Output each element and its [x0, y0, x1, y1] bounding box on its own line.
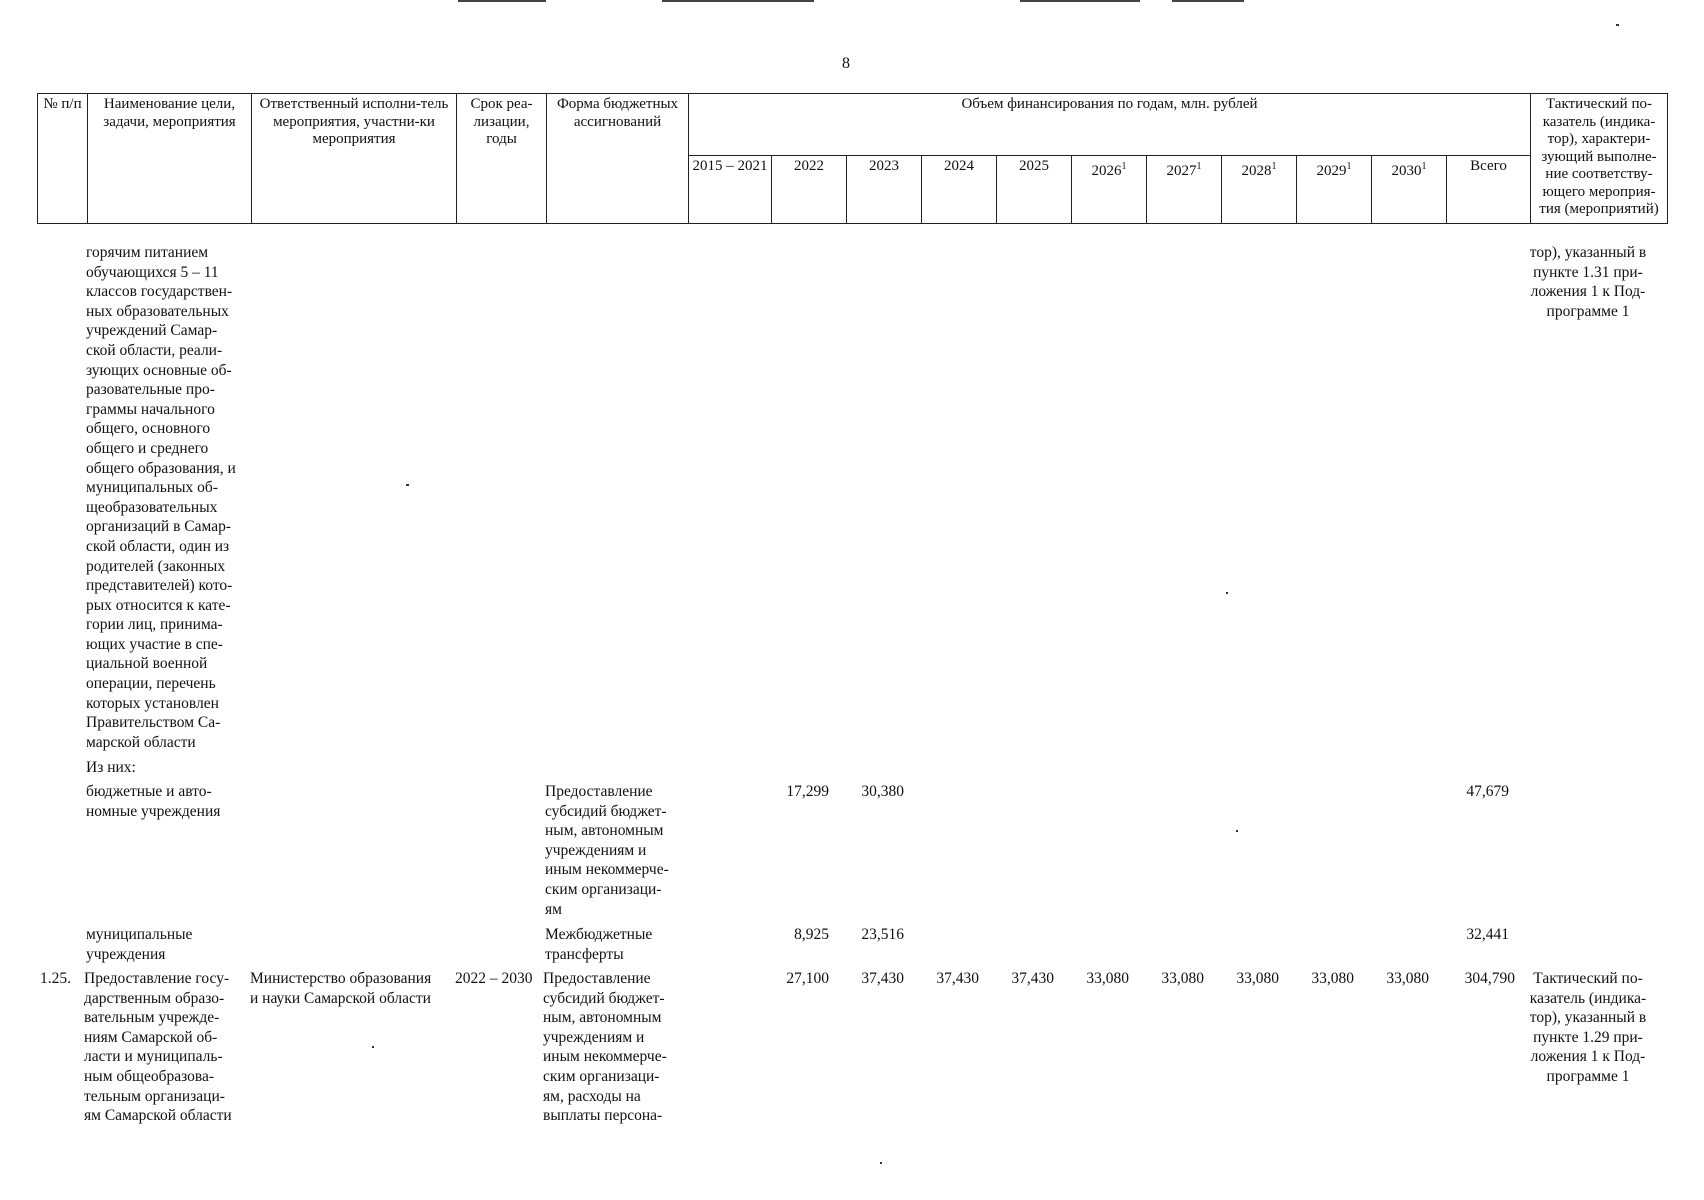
of-them-label: Из них: — [86, 759, 136, 776]
header-num: № п/п — [38, 94, 88, 224]
scan-artifact-line — [1172, 0, 1244, 2]
scan-speck — [880, 1162, 882, 1164]
budget-2023: 30,380 — [861, 783, 904, 800]
scan-speck — [406, 484, 409, 486]
item-125-2029: 33,080 — [1311, 970, 1354, 987]
continuation-indicator: тор), указанный в пункте 1.31 при- ложения 1 к Под- программе 1 — [1529, 244, 1647, 320]
item-125-2022: 27,100 — [786, 970, 829, 987]
year-header: 2029$^1$ — [1297, 156, 1372, 224]
header-name: Наименование цели, задачи, мероприятия — [88, 94, 252, 224]
item-125-2023: 37,430 — [861, 970, 904, 987]
scan-artifact-line — [1020, 0, 1140, 2]
header-table — [37, 93, 1668, 224]
year-header: 2022 — [772, 156, 847, 224]
year-header: 2030$^1$ — [1372, 156, 1447, 224]
item-125-2028: 33,080 — [1236, 970, 1279, 987]
scan-artifact-line — [662, 0, 814, 2]
budget-2022: 17,299 — [786, 783, 829, 800]
header-indicator: Тактический по-казатель (индика-тор), характери-зующий выполне-ние соответству-ющего мероприя-тия (мероприятий) — [1531, 94, 1668, 224]
scan-artifact-line — [458, 0, 546, 2]
page-number: 8 — [842, 55, 850, 72]
year-header: 2028$^1$ — [1222, 156, 1297, 224]
year-header: 2015 – 2021 — [689, 156, 772, 224]
header-form: Форма бюджетных ассигнований — [547, 94, 689, 224]
year-header: 2026$^1$ — [1072, 156, 1147, 224]
year-header: Всего — [1447, 156, 1531, 224]
scan-speck — [1236, 830, 1238, 832]
item-125-responsible: Министерство образования и науки Самарской области — [250, 970, 432, 1007]
year-header: 2027$^1$ — [1147, 156, 1222, 224]
item-125-total: 304,790 — [1464, 970, 1515, 987]
item-125-2026: 33,080 — [1086, 970, 1129, 987]
item-125-2025: 37,430 — [1011, 970, 1054, 987]
continuation-name: горячим питанием обучающихся 5 – 11 классов государствен- ных образовательных учреждений Самар- ской области, реали- зующих основные об- разовательные про- граммы начального общего, основного общего и среднего общего образования, и муниципальных об- щеобразовательных организаций в Самар- ской области, один из родителей (законных представителей) кото- рых относится к кате- гории лиц, принима- ющих участие в спе- циальной военной операции, перечень которых установлен Правительством Са- марской области — [86, 244, 236, 751]
budget-row-name: бюджетные и авто- номные учреждения — [86, 783, 221, 820]
municipal-row-form: Межбюджетные трансферты — [545, 926, 653, 963]
budget-total: 47,679 — [1466, 783, 1509, 800]
header-funding: Объем финансирования по годам, млн. рублей — [689, 94, 1531, 156]
item-125-number: 1.25. — [40, 970, 71, 987]
municipal-2022: 8,925 — [794, 926, 829, 943]
item-125-name: Предоставление госу- дарственным образо- вательным учрежде- ниям Самарской об- ласти и муниципаль- ным общеобразова- тельным организаци- ям Самарской области — [84, 970, 232, 1125]
item-125-indicator: Тактический по- казатель (индика- тор), указанный в пункте 1.29 при- ложения 1 к Под- программе 1 — [1529, 970, 1647, 1085]
scan-speck — [1616, 24, 1619, 26]
municipal-total: 32,441 — [1466, 926, 1509, 943]
item-125-2027: 33,080 — [1161, 970, 1204, 987]
header-responsible: Ответственный исполни-тель мероприятия, участни-ки мероприятия — [252, 94, 457, 224]
year-header: 2023 — [847, 156, 922, 224]
municipal-2023: 23,516 — [861, 926, 904, 943]
item-125-2024: 37,430 — [936, 970, 979, 987]
year-header: 2025 — [997, 156, 1072, 224]
item-125-form: Предоставление субсидий бюджет- ным, автономным учреждениям и иным некоммерче- ским организаци- ям, расходы на выплаты персона- — [543, 970, 667, 1125]
scan-speck — [1226, 592, 1228, 594]
item-125-term: 2022 – 2030 — [455, 970, 533, 987]
scan-speck — [372, 1046, 374, 1048]
budget-row-form: Предоставление субсидий бюджет- ным, автономным учреждениям и иным некоммерче- ским организаци- ям — [545, 783, 669, 918]
item-125-2030: 33,080 — [1386, 970, 1429, 987]
municipal-row-name: муниципальные учреждения — [86, 926, 193, 963]
year-header: 2024 — [922, 156, 997, 224]
header-term: Срок реа-лизации, годы — [457, 94, 547, 224]
